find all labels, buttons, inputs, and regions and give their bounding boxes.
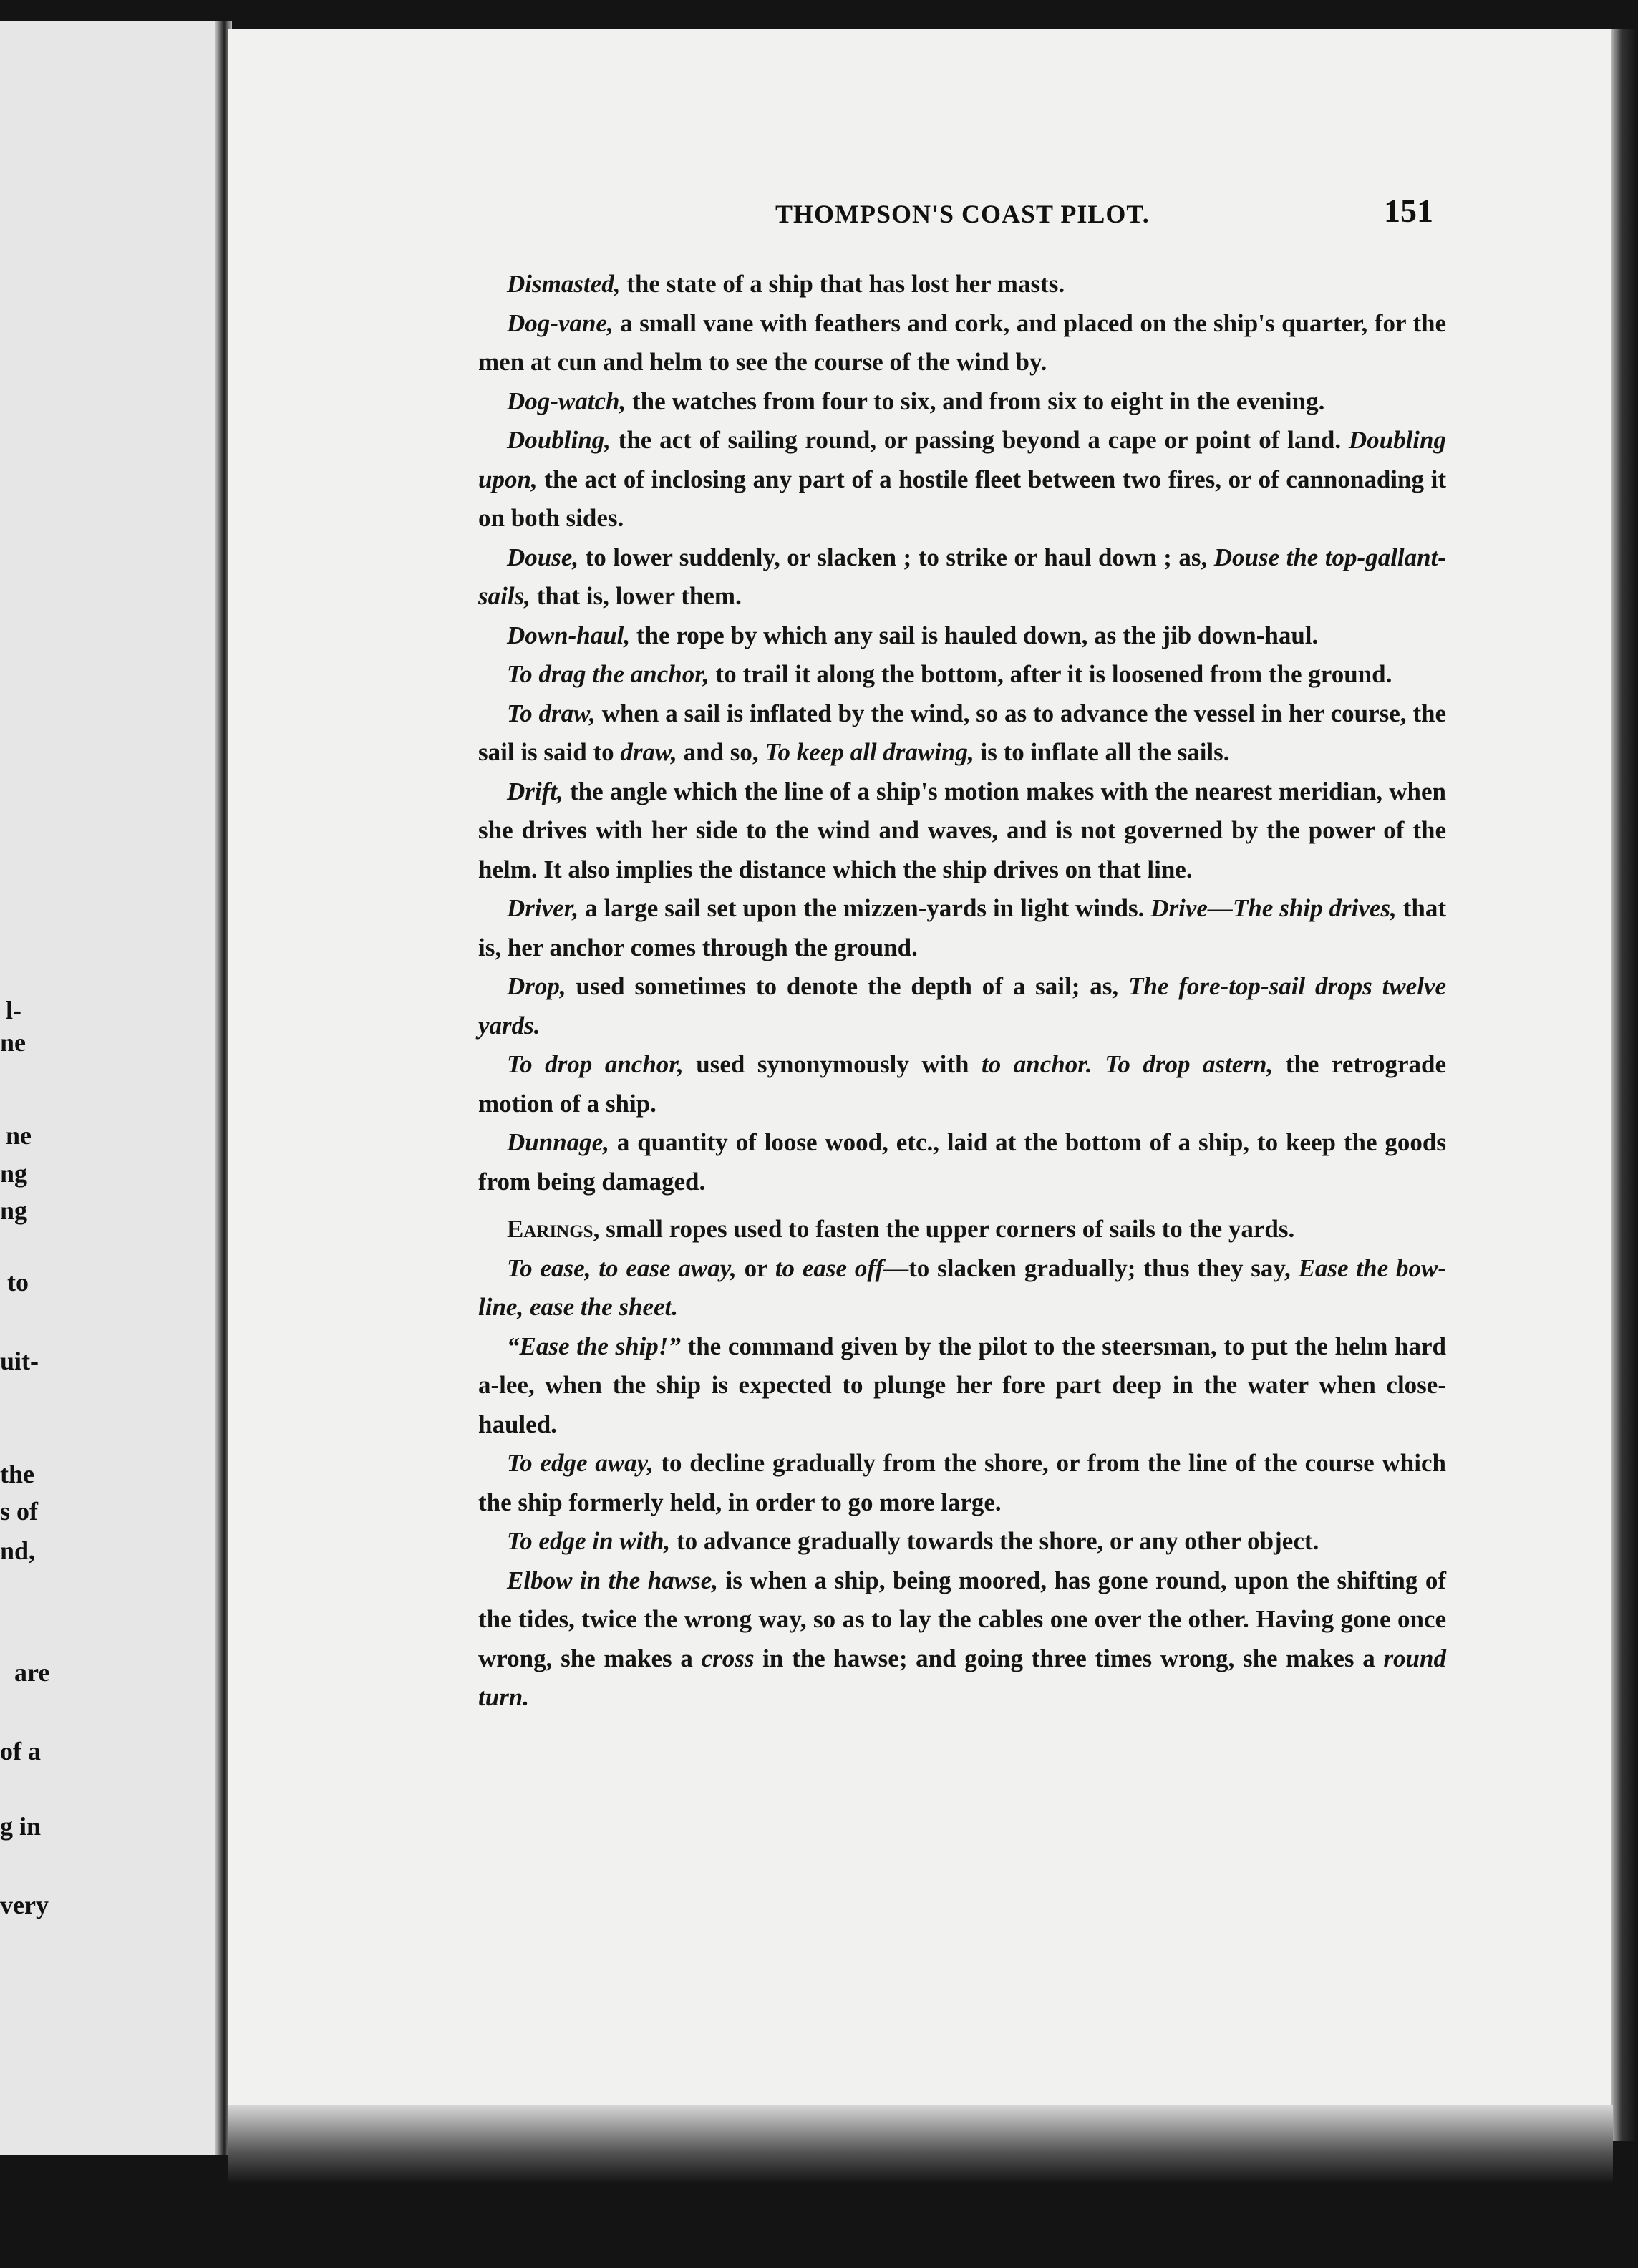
glossary-term: To drag the anchor, (507, 660, 709, 688)
glossary-term: The fore-top-sail drops twelve yards. (478, 972, 1447, 1040)
glossary-definition: is to inflate all the sails. (974, 738, 1230, 766)
glossary-definition: the act of sailing round, or passing beyond a cape or point of land. (610, 426, 1349, 454)
glossary-term: cross (701, 1644, 755, 1672)
running-title: THOMPSON'S COAST PILOT. (775, 200, 1150, 228)
left-page-fragment: uit- (0, 1347, 39, 1375)
glossary-definition: to trail it along the bottom, after it is loosened from the ground. (709, 660, 1392, 688)
left-page-fragment: ng (0, 1159, 28, 1188)
glossary-term: Doubling upon, (478, 426, 1446, 493)
glossary-definition: a large sail set upon the mizzen-yards in light winds. (578, 894, 1151, 922)
glossary-term: Earings, (507, 1215, 600, 1243)
glossary-definition: used synonymously with (683, 1050, 982, 1078)
left-page-fragment: l- (6, 996, 21, 1024)
glossary-term: Dismasted, (507, 270, 621, 298)
page-header (228, 192, 1445, 235)
glossary-entry (478, 1444, 1446, 1522)
glossary-entry (478, 421, 1446, 538)
bottom-page-edge (228, 2105, 1613, 2184)
glossary-entry (478, 1249, 1446, 1327)
glossary-definition: —to slacken gradually; thus they say, (883, 1254, 1299, 1282)
page-number: 151 (1384, 193, 1433, 229)
left-page-fragment: to (7, 1268, 29, 1297)
glossary-definition: a quantity of loose wood, etc., laid at the bottom of a ship, to keep the goods from being damaged. (478, 1128, 1446, 1196)
glossary-entry (478, 967, 1446, 1045)
glossary-entry (478, 1561, 1446, 1717)
left-page-fragment: very (0, 1891, 49, 1919)
glossary-entry (478, 1045, 1446, 1123)
left-page-fragment: ng (0, 1196, 28, 1225)
left-page-fragment: are (14, 1658, 50, 1687)
glossary-definition: in the hawse; and going three times wrong, she makes a (754, 1644, 1384, 1672)
glossary-definition: small ropes used to fasten the upper corners of sails to the yards. (599, 1215, 1295, 1243)
glossary-term: to ease off (775, 1254, 884, 1282)
glossary-term: To edge away, (507, 1449, 654, 1477)
glossary-term: To keep all drawing, (765, 738, 974, 766)
glossary-term: Dog-watch, (507, 387, 626, 415)
glossary-term: Drift, (507, 777, 563, 805)
glossary-entry (478, 1522, 1446, 1561)
glossary-definition: the act of inclosing any part of a hostile fleet between two fires, or of cannonading it on both sides. (478, 465, 1446, 532)
glossary-entry (478, 1210, 1446, 1249)
glossary-definition: and so, (677, 738, 765, 766)
glossary-term: To drop astern, (1105, 1050, 1274, 1078)
left-page-fragment: nd, (0, 1536, 36, 1565)
glossary-term: Drive—The ship drives, (1150, 894, 1397, 922)
glossary-definition: when a sail is inflated by the wind, so as to advance the vessel in her course, the sail is said to (478, 699, 1446, 766)
glossary-term: draw, (620, 738, 677, 766)
glossary-term: Doubling, (507, 426, 611, 454)
glossary-definition: the watches from four to six, and from six to eight in the evening. (626, 387, 1325, 415)
glossary-term: To drop anchor, (507, 1050, 684, 1078)
glossary-entry (478, 304, 1446, 382)
glossary-entry (478, 889, 1446, 967)
glossary-definition (1092, 1050, 1105, 1078)
left-page-fragment: the (0, 1460, 34, 1488)
glossary-term: “Ease the ship!” (507, 1332, 681, 1360)
glossary-entry (478, 694, 1446, 772)
glossary-definition: to decline gradually from the shore, or from the line of the course which the ship formerly held, in order to go more large. (478, 1449, 1446, 1516)
glossary-definition: a small vane with feathers and cork, and placed on the ship's quarter, for the men at cun and helm to see the course of the wind by. (478, 309, 1446, 376)
glossary-definition: to advance gradually towards the shore, or any other object. (670, 1527, 1319, 1555)
glossary-term: Dunnage, (507, 1128, 609, 1156)
glossary-term: Elbow in the hawse, (507, 1566, 718, 1594)
left-page-fragment: of a (0, 1737, 41, 1765)
glossary-entry (478, 1123, 1446, 1201)
glossary-term: to anchor. (982, 1050, 1092, 1078)
left-page-fragment: ne (6, 1121, 32, 1150)
left-page-fragment: ne (0, 1028, 26, 1057)
glossary-definition: the retrograde motion of a ship. (478, 1050, 1446, 1118)
glossary-definition: to lower suddenly, or slacken ; to strike or haul down ; as, (578, 543, 1214, 571)
glossary-definition: the state of a ship that has lost her masts. (620, 270, 1065, 298)
glossary-term: To ease, to ease away, (507, 1254, 737, 1282)
glossary-definition: is when a ship, being moored, has gone round, upon the shifting of the tides, twice the wrong way, so as to lay the cables one over the other. Having gone once wrong, she makes a (478, 1566, 1446, 1672)
left-page-fragment: s of (0, 1497, 38, 1526)
right-page-edge (1611, 29, 1638, 2141)
glossary-term: Douse the top-gallant-sails, (478, 543, 1446, 610)
glossary-entry (478, 265, 1446, 304)
glossary-definition: that is, lower them. (530, 582, 742, 610)
glossary-definition: used sometimes to denote the depth of a sail; as, (566, 972, 1128, 1000)
glossary-definition: or (736, 1254, 775, 1282)
glossary-term: Dog-vane, (507, 309, 614, 337)
glossary-term: Ease the bow-line, ease the sheet. (478, 1254, 1446, 1321)
glossary-entry (478, 655, 1446, 694)
glossary-entry (478, 1327, 1446, 1445)
glossary-text-block (478, 265, 1446, 1717)
glossary-term: To draw, (507, 699, 596, 727)
glossary-term: Down-haul, (507, 621, 631, 649)
left-page-fragment: g in (0, 1812, 42, 1841)
glossary-definition: the angle which the line of a ship's motion makes with the nearest meridian, when she drives with her side to the wind and waves, and is not governed by the power of the helm. It also implies the distance which the ship drives on that line. (478, 777, 1446, 883)
glossary-entry (478, 382, 1446, 422)
glossary-definition: the command given by the pilot to the steersman, to put the helm hard a-lee, when the ship is expected to plunge her fore part deep in the water when close-hauled. (478, 1332, 1446, 1438)
glossary-definition: the rope by which any sail is hauled down, as the jib down-haul. (630, 621, 1319, 649)
glossary-term: Driver, (507, 894, 579, 922)
glossary-term: Douse, (507, 543, 579, 571)
glossary-term: To edge in with, (507, 1527, 671, 1555)
glossary-term: Drop, (507, 972, 566, 1000)
glossary-term: round turn. (478, 1644, 1446, 1711)
glossary-entry (478, 538, 1446, 616)
glossary-entry (478, 616, 1446, 656)
glossary-definition: that is, her anchor comes through the ground. (478, 894, 1446, 961)
glossary-entry (478, 772, 1446, 890)
